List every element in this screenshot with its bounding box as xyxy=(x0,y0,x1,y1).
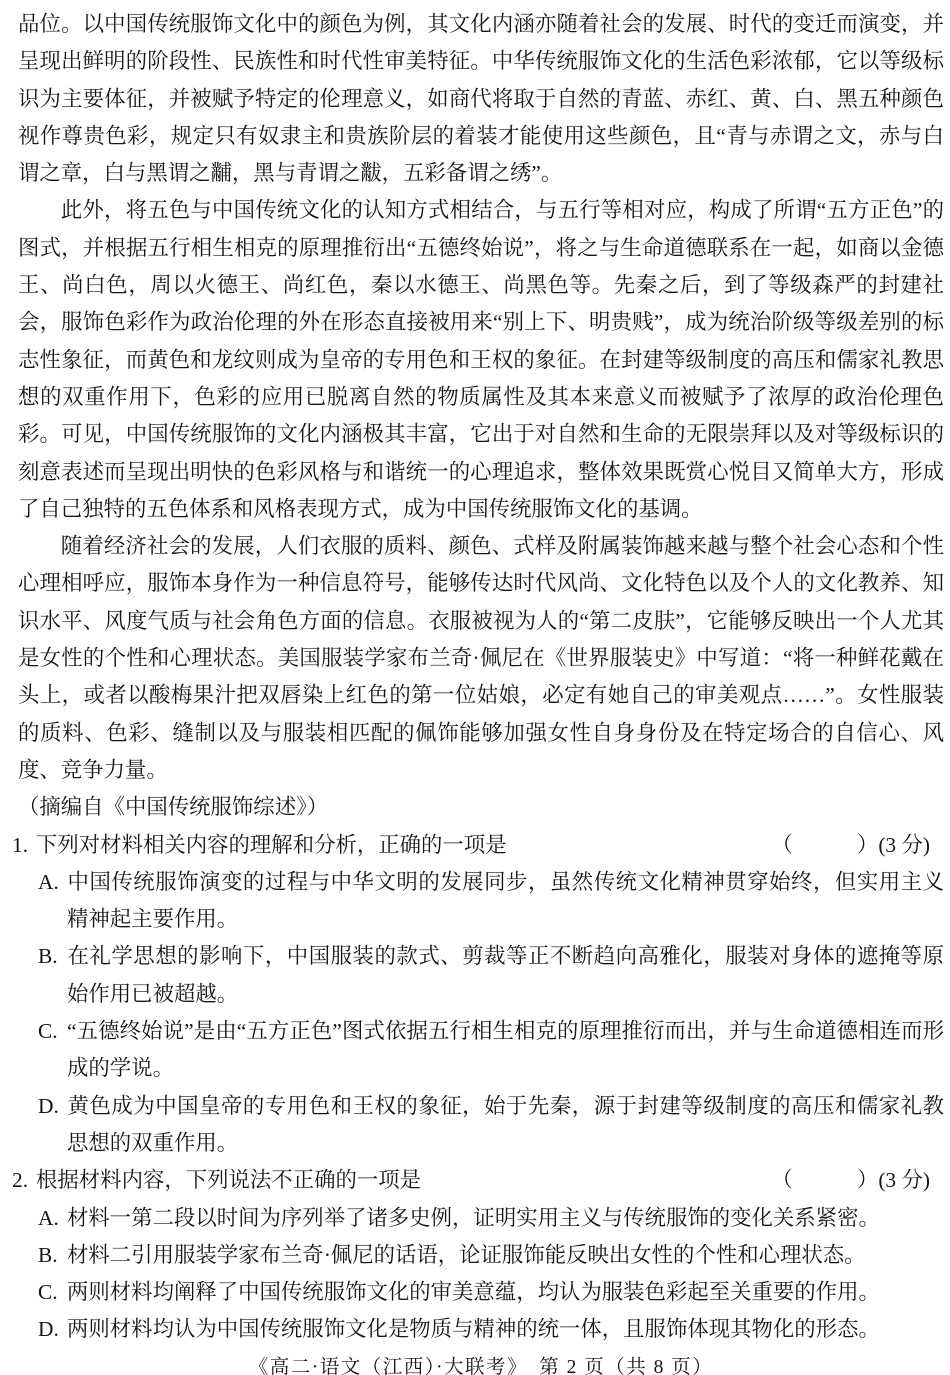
question-1-option-b xyxy=(18,938,944,1013)
question-1 xyxy=(12,827,944,1163)
question-2-option-d xyxy=(18,1311,944,1348)
question-2-number: 2. xyxy=(12,1168,29,1193)
question-1-option-c-text: “五德终始说”是由“五方正色”图式依据五行相生相克的原理推衍而出，并与生命道德相连而形成的学说。 xyxy=(67,1019,944,1081)
question-2-option-b-text: 材料二引用服装学家布兰奇·佩尼的话语，论证服饰能反映出女性的个性和心理状态。 xyxy=(67,1242,866,1267)
question-2-stem-text: 根据材料内容，下列说法不正确的一项是 xyxy=(36,1168,422,1193)
question-2-option-d-label: D. xyxy=(38,1317,59,1342)
question-2-option-b xyxy=(18,1237,944,1274)
question-1-option-c-label: C. xyxy=(38,1019,58,1044)
question-2-stem xyxy=(12,1162,421,1199)
question-2-answer-blank: （ ）(3 分) xyxy=(771,1168,930,1193)
question-1-option-a-text: 中国传统服饰演变的过程与中华文明的发展同步，虽然传统文化精神贯穿始终，但实用主义精神起主要作用。 xyxy=(67,869,944,932)
question-2-option-b-label: B. xyxy=(38,1242,58,1267)
reading-passage xyxy=(18,6,944,827)
question-1-answer-blank: （ ）(3 分) xyxy=(771,832,930,857)
question-1-option-c xyxy=(18,1013,944,1088)
question-2-head xyxy=(12,1162,944,1199)
question-1-head xyxy=(12,827,944,864)
question-1-stem xyxy=(12,827,507,864)
question-2-option-c xyxy=(18,1274,944,1311)
question-1-option-b-label: B. xyxy=(38,944,58,969)
question-2-option-a-label: A. xyxy=(38,1205,59,1230)
question-1-option-b-text: 在礼学思想的影响下，中国服装的款式、剪裁等正不断趋向高雅化，服装对身体的遮掩等原始作用已被超越。 xyxy=(67,944,944,1006)
question-1-option-d-label: D. xyxy=(38,1093,59,1118)
question-2 xyxy=(12,1162,944,1348)
question-2-option-c-label: C. xyxy=(38,1280,58,1305)
question-1-number: 1. xyxy=(12,832,29,857)
question-1-stem-text: 下列对材料相关内容的理解和分析，正确的一项是 xyxy=(36,832,507,857)
passage-paragraph-1: 品位。以中国传统服饰文化中的颜色为例，其文化内涵亦随着社会的发展、时代的变迁而演变，并呈现出鲜明的阶段性、民族性和时代性审美特征。中华传统服饰文化的生活色彩浓郁，它以等级标识为主要体征，并被赋予特定的伦理意义，如商代将取于自然的青蓝、赤红、黄、白、黑五种颜色视作尊贵色彩，规定只有奴隶主和贵族阶层的着装才能使用这些颜色，且“青与赤谓之文，赤与白谓之章，白与黑谓之黼，黑与青谓之黻，五彩备谓之绣”。 xyxy=(18,12,944,186)
question-2-option-a-text: 材料一第二段以时间为序列举了诸多史例，证明实用主义与传统服饰的变化关系紧密。 xyxy=(67,1205,880,1230)
question-1-option-d-text: 黄色成为中国皇帝的专用色和王权的象征，始于先秦，源于封建等级制度的高压和儒家礼教思想的双重作用。 xyxy=(67,1093,944,1155)
passage-paragraph-3: 随着经济社会的发展，人们衣服的质料、颜色、式样及附属装饰越来越与整个社会心态和个性心理相呼应，服饰本身作为一种信息符号，能够传达时代风尚、文化特色以及个人的文化教养、知识水平、风度气质与社会角色方面的信息。衣服被视为人的“第二皮肤”，它能够反映出一个人尤其是女性的个性和心理状态。美国服装学家布兰奇·佩尼在《世界服装史》中写道：“将一种鲜花戴在头上，或者以酸梅果汁把双唇染上红色的第一位姑娘，必定有她自己的审美观点……”。女性服装的质料、色彩、缝制以及与服装相匹配的佩饰能够加强女性自身身份及在特定场合的自信心、风度、竞争力量。 xyxy=(18,534,944,782)
question-1-option-d xyxy=(18,1088,944,1163)
question-1-option-a xyxy=(18,864,944,939)
question-2-option-c-text: 两则材料均阐释了中国传统服饰文化的审美意蕴，均认为服装色彩起至关重要的作用。 xyxy=(67,1280,880,1305)
question-2-option-d-text: 两则材料均认为中国传统服饰文化是物质与精神的统一体，且服饰体现其物化的形态。 xyxy=(67,1317,880,1342)
page-footer: 《高二·语文（江西）·大联考》 第 2 页（共 8 页） xyxy=(248,1356,714,1375)
question-2-option-a xyxy=(18,1200,944,1237)
question-1-option-a-label: A. xyxy=(38,869,59,894)
passage-citation: （摘编自《中国传统服饰综述》） xyxy=(18,795,329,820)
passage-paragraph-2: 此外，将五色与中国传统文化的认知方式相结合，与五行等相对应，构成了所谓“五方正色”的图式，并根据五行相生相克的原理推衍出“五德终始说”，将之与生命道德联系在一起，如商以金德王、尚白色，周以火德王、尚红色，秦以水德王、尚黑色等。先秦之后，到了等级森严的封建社会，服饰色彩作为政治伦理的外在形态直接被用来“别上下、明贵贱”，成为统治阶级等级差别的标志性象征，而黄色和龙纹则成为皇帝的专用色和王权的象征。在封建等级制度的高压和儒家礼教思想的双重作用下，色彩的应用已脱离自然的物质属性及其本来意义而被赋予了浓厚的政治伦理色彩。可见，中国传统服饰的文化内涵极其丰富，它出于对自然和生命的无限崇拜以及对等级标识的刻意表述而呈现出明快的色彩风格与和谐统一的心理追求，整体效果既赏心悦目又简单大方，形成了自己独特的五色体系和风格表现方式，成为中国传统服饰文化的基调。 xyxy=(18,198,944,521)
